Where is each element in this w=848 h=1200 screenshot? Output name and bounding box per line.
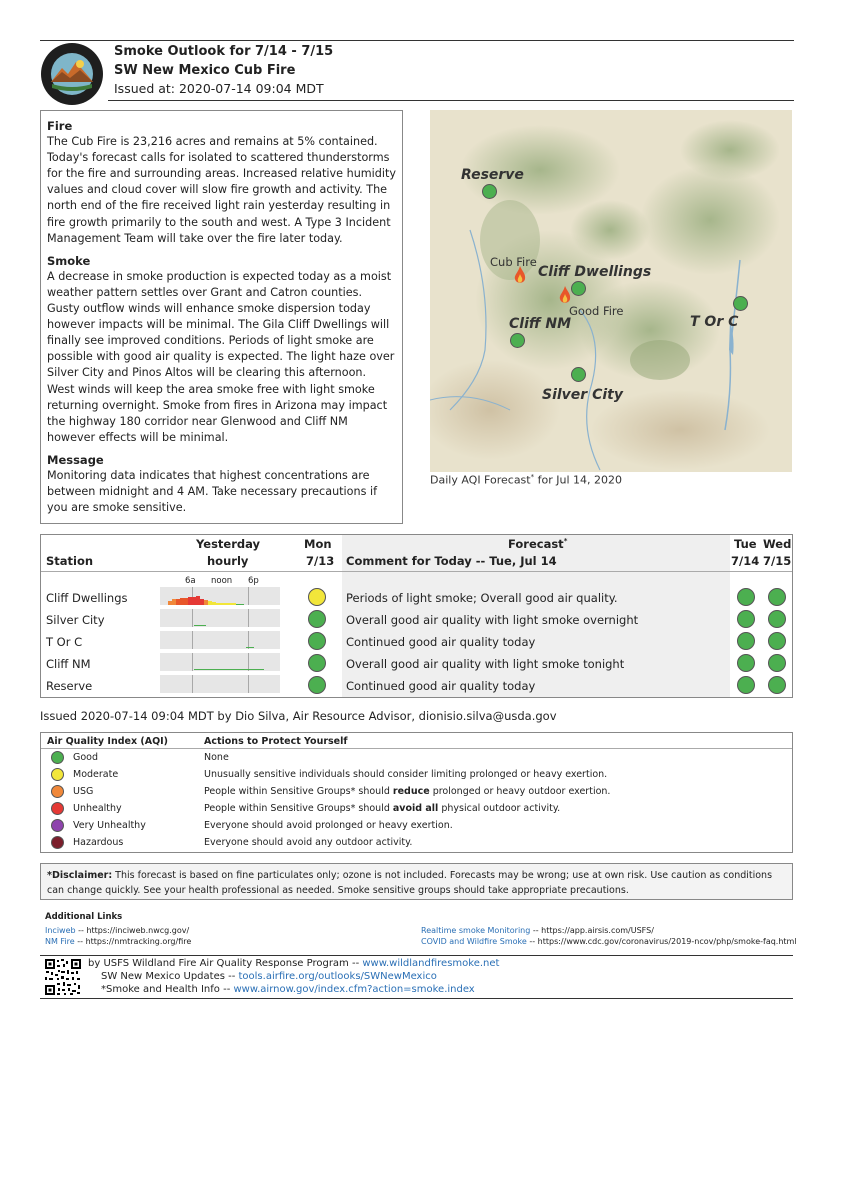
message-heading: Message	[47, 452, 104, 467]
terrain-background	[430, 110, 792, 472]
link-nm-fire-url: -- https://nmtracking.org/fire	[74, 937, 192, 946]
disclaimer	[40, 863, 793, 900]
air-quality-program-logo	[40, 42, 104, 106]
legend-category: Hazardous	[73, 837, 124, 848]
wed-aqi-dot	[768, 632, 786, 650]
smoke-section	[47, 253, 396, 446]
head-wed: Wed	[763, 537, 792, 551]
map-marker-silver-city[interactable]	[571, 367, 586, 382]
hourly-tick-6p: 6p	[248, 576, 259, 586]
station-comment: Continued good air quality today	[346, 635, 536, 649]
head-hourly: hourly	[207, 554, 249, 568]
head-wed-date: 7/15	[763, 554, 792, 568]
legend-dot-moderate	[51, 768, 64, 781]
mon-aqi-dot	[308, 588, 326, 606]
map-label-good-fire: Good Fire	[569, 304, 624, 318]
legend-category: Unhealthy	[73, 803, 122, 814]
fire-icon	[513, 266, 527, 286]
link-covid-smoke[interactable]: COVID and Wildfire Smoke	[421, 937, 527, 946]
tue-aqi-dot	[737, 654, 755, 672]
tue-aqi-dot	[737, 676, 755, 694]
hourly-chart-cliff-nm	[160, 653, 280, 671]
tue-aqi-dot	[737, 610, 755, 628]
station-comment: Overall good air quality with light smoke overnight	[346, 613, 639, 627]
footer-link-airnow[interactable]: www.airnow.gov/index.cfm?action=smoke.index	[233, 984, 475, 995]
legend-action-post: physical outdoor activity.	[438, 803, 561, 814]
fire-heading: Fire	[47, 119, 73, 133]
footer-link-wildlandfiresmoke[interactable]: www.wildlandfiresmoke.net	[362, 958, 500, 969]
footer-program-text: by USFS Wildland Fire Air Quality Response Program --	[88, 958, 363, 969]
legend-head-index: Air Quality Index (AQI)	[47, 736, 169, 747]
aqi-legend	[40, 732, 793, 853]
legend-category: USG	[73, 786, 94, 797]
legend-action: None	[204, 752, 229, 763]
hourly-tick-noon: noon	[211, 576, 233, 586]
footer-link-updates[interactable]: tools.airfire.org/outlooks/SWNewMexico	[238, 971, 437, 982]
legend-dot-usg	[51, 785, 64, 798]
legend-action	[204, 803, 560, 814]
legend-dot-very-unhealthy	[51, 819, 64, 832]
header-rule	[108, 100, 794, 101]
head-forecast-text: Forecast	[508, 537, 564, 551]
link-realtime-smoke[interactable]: Realtime smoke Monitoring	[421, 926, 531, 935]
station-comment: Periods of light smoke; Overall good air quality.	[346, 591, 618, 605]
qr-code-icon[interactable]	[44, 958, 82, 996]
legend-action-bold: avoid all	[392, 803, 439, 814]
legend-category: Moderate	[73, 769, 119, 780]
head-forecast	[508, 537, 567, 551]
additional-links-title: Additional Links	[45, 912, 123, 922]
station-name: Silver City	[46, 613, 105, 627]
map-marker-t-or-c[interactable]	[733, 296, 748, 311]
map-marker-cliff-dwellings[interactable]	[571, 281, 586, 296]
hourly-sparklines	[160, 585, 282, 695]
link-inciweb[interactable]: Inciweb	[45, 926, 76, 935]
head-mon-date: 7/13	[306, 554, 335, 568]
station-comment: Continued good air quality today	[346, 679, 536, 693]
wed-aqi-dot	[768, 610, 786, 628]
link-realtime-url: -- https://app.airsis.com/USFS/	[530, 926, 654, 935]
link-nm-fire[interactable]: NM Fire	[45, 937, 75, 946]
header-rule	[40, 40, 794, 41]
mon-aqi-dot	[308, 654, 326, 672]
footer-health-text: *Smoke and Health Info --	[101, 984, 234, 995]
wed-aqi-dot	[768, 654, 786, 672]
legend-dot-unhealthy	[51, 802, 64, 815]
map-caption-sup: *	[530, 473, 535, 481]
map-label-silver-city: Silver City	[542, 387, 623, 403]
link-inciweb-url: -- https://inciweb.nwcg.gov/	[75, 926, 190, 935]
head-station: Station	[46, 554, 94, 568]
disclaimer-text: This forecast is based on fine particulates only; ozone is not included. Forecasts may be wrong; use at own risk. Use caution as conditions can change quickly. See your health professional as needed. Smoke sensitive groups should take appropriate precautions.	[47, 870, 773, 896]
legend-action: Everyone should avoid prolonged or heavy exertion.	[204, 820, 453, 831]
outlook-text-panel	[40, 110, 403, 524]
legend-action: Everyone should avoid any outdoor activity.	[204, 837, 413, 848]
head-comment: Comment for Today -- Tue, Jul 14	[346, 554, 557, 568]
message-body: Monitoring data indicates that highest concentrations are between midnight and 4 AM. Take necessary precautions if you are smoke sensitive.	[47, 468, 378, 515]
issued-timestamp: Issued at: 2020-07-14 09:04 MDT	[114, 81, 324, 96]
footer-line-health	[101, 984, 475, 995]
mon-aqi-dot	[308, 632, 326, 650]
map-label-cliff-dwellings: Cliff Dwellings	[538, 264, 652, 280]
station-name: T Or C	[46, 635, 83, 649]
footer-line-updates	[101, 971, 437, 982]
station-name: Reserve	[46, 679, 93, 693]
footer-rule	[40, 955, 793, 956]
head-tue: Tue	[734, 537, 757, 551]
hourly-tick-6a: 6a	[185, 576, 196, 586]
hourly-chart-t-or-c	[160, 631, 280, 649]
tue-aqi-dot	[737, 632, 755, 650]
table-header-divider	[41, 571, 792, 572]
footer-line-program	[88, 958, 499, 969]
smoke-heading: Smoke	[47, 253, 91, 268]
disclaimer-label: *Disclaimer:	[47, 870, 113, 881]
legend-action-post: prolonged or heavy outdoor exertion.	[429, 786, 611, 797]
tue-aqi-dot	[737, 588, 755, 606]
link-covid-row	[421, 937, 797, 946]
head-forecast-sup: *	[563, 537, 568, 546]
link-covid-url: -- https://www.cdc.gov/coronavirus/2019-ncov/php/smoke-faq.html	[526, 937, 797, 946]
link-realtime-row	[421, 926, 654, 935]
legend-action-bold: reduce	[392, 786, 430, 797]
link-nmfire-row	[45, 937, 191, 946]
legend-action: Unusually sensitive individuals should consider limiting prolonged or heavy exertion.	[204, 769, 608, 780]
legend-action-pre: People within Sensitive Groups* should	[204, 786, 393, 797]
head-mon: Mon	[304, 537, 332, 551]
map-label-t-or-c: T Or C	[690, 314, 739, 330]
fire-icon	[558, 286, 572, 306]
map-caption-date: for Jul 14, 2020	[534, 473, 622, 487]
map-label-cub-fire: Cub Fire	[490, 255, 537, 269]
smoke-body: A decrease in smoke production is expected today as a moist weather pattern settles over Grant and Catron counties. Gusty outflow winds will enhance smoke dispersion today however impacts will be minimal. The Gila Cliff Dwellings will finally see improved conditions. Periods of light smoke are possible with good air quality is expected. The light haze over Silver City and Pinos Altos will be clearing this afternoon. West winds will keep the area smoke free with light smoke returning overnight. Smoke from fires in Arizona may impact the highway 180 corridor near Glenwood and Cliff NM however effects will be minimal.	[47, 269, 395, 444]
legend-category: Very Unhealthy	[73, 820, 146, 831]
issued-by-line: Issued 2020-07-14 09:04 MDT by Dio Silva, Air Resource Advisor, dionisio.silva@usda.gov	[40, 709, 557, 723]
mon-aqi-dot	[308, 676, 326, 694]
footer-updates-text: SW New Mexico Updates --	[101, 971, 239, 982]
mon-aqi-dot	[308, 610, 326, 628]
station-name: Cliff Dwellings	[46, 591, 128, 605]
link-inciweb-row	[45, 926, 189, 935]
hourly-chart-silver-city	[160, 609, 280, 627]
map-label-reserve: Reserve	[461, 167, 524, 183]
legend-category: Good	[73, 752, 99, 763]
head-yesterday: Yesterday	[196, 537, 261, 551]
head-tue-date: 7/14	[731, 554, 760, 568]
aqi-forecast-map[interactable]	[430, 110, 792, 472]
legend-dot-good	[51, 751, 64, 764]
legend-head-divider	[41, 748, 792, 749]
footer-rule	[40, 998, 793, 999]
wed-aqi-dot	[768, 588, 786, 606]
legend-action	[204, 786, 610, 797]
station-comment: Overall good air quality with light smoke tonight	[346, 657, 625, 671]
fire-body: The Cub Fire is 23,216 acres and remains at 5% contained. Today's forecast calls for isolated to scattered thunderstorms for the fire and surrounding areas. Increased relative humidity values and cloud cover will slow fire growth and activity. The north end of the fire received light rain yesterday resulting in fire growth primarily to the south and west. A Type 3 Incident Management Team will take over the fire later today.	[47, 135, 397, 245]
map-marker-cliff-nm[interactable]	[510, 333, 525, 348]
hourly-chart-cliff-dwellings	[160, 587, 280, 605]
map-label-cliff-nm: Cliff NM	[509, 316, 572, 332]
map-caption	[430, 473, 622, 487]
page-subtitle: SW New Mexico Cub Fire	[114, 63, 296, 78]
map-caption-text: Daily AQI Forecast	[430, 473, 531, 487]
station-name: Cliff NM	[46, 657, 91, 671]
page-title: Smoke Outlook for 7/14 - 7/15	[114, 44, 334, 59]
wed-aqi-dot	[768, 676, 786, 694]
legend-dot-hazardous	[51, 836, 64, 849]
legend-action-pre: People within Sensitive Groups* should	[204, 803, 393, 814]
fire-section	[47, 118, 396, 247]
message-section	[47, 452, 396, 516]
map-marker-reserve[interactable]	[482, 184, 497, 199]
legend-head-actions: Actions to Protect Yourself	[204, 736, 348, 747]
hourly-chart-reserve	[160, 675, 280, 693]
